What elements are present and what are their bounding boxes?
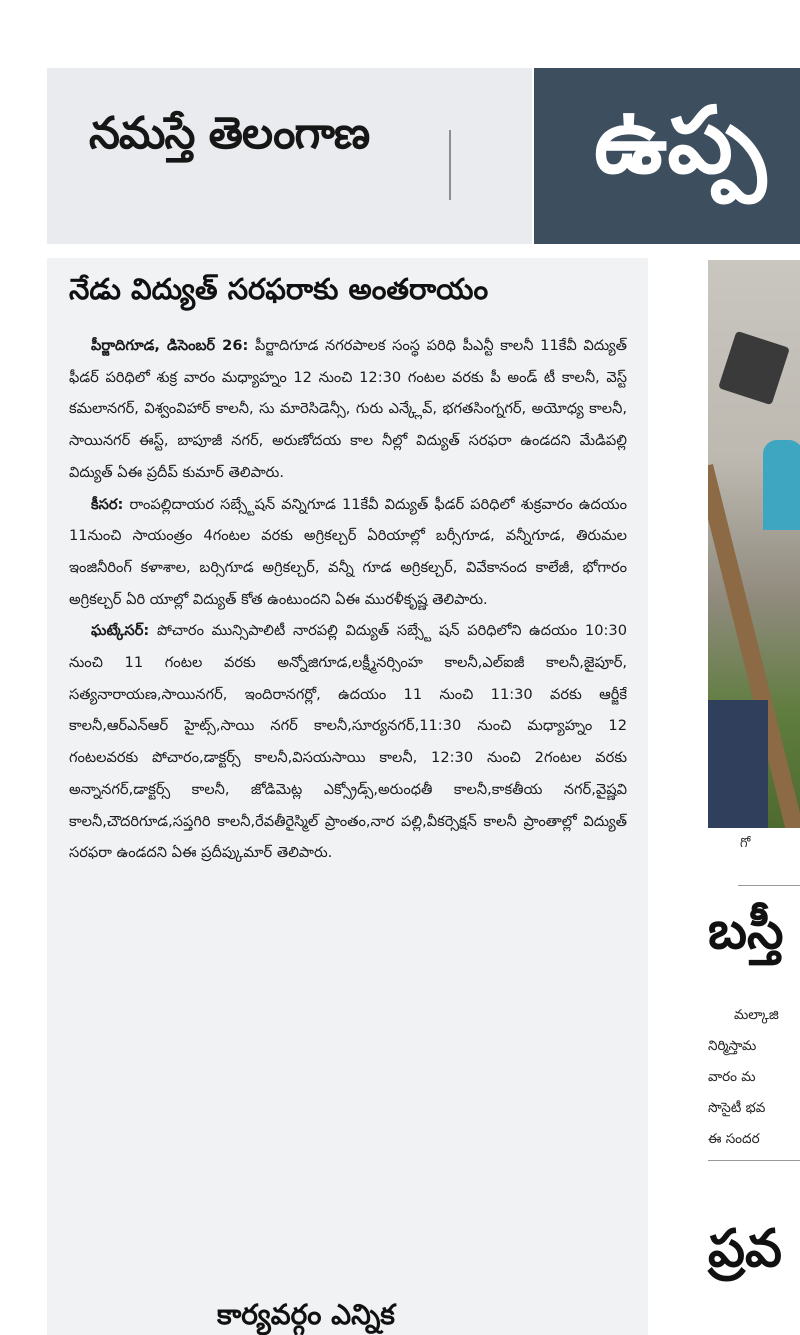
sidebar-headline: ప్రవ — [708, 1218, 782, 1279]
next-article-headline: కార్యవర్గం ఎన్నిక — [217, 1298, 395, 1331]
section-title: ఉప్ప — [594, 86, 767, 194]
paragraph-text: పోచారం మున్సిపాలిటీ నారపల్లి విద్యుత్ సబ్స్టే షన్ పరిధిలోని ఉదయం 10:30 నుంచి 11 గంటల వరకు అన్నోజిగూడ,లక్ష్మీనర్సింహ కాలనీ,ఎల్ఐజీ కాలనీ,జైపూర్, సత్యనారాయణ,సాయినగర్, ఇందిరానగర్లో, ఉదయం 11 నుంచి 11:30 వరకు ఆర్జీకే కాలనీ,ఆర్ఎన్ఆర్ హైట్స్,సాయి నగర్ కాలనీ,సూర్యనగర్,11:30 నుంచి మధ్యాహ్నం 12 గంటలవరకు పోచారం,డాక్టర్స్ కాలనీ,విసయసాయి కాలనీ, 12:30 నుంచి 2గంటల వరకు అన్నానగర్,డాక్టర్స్ కాలనీ, జోడిమెట్ల ఎక్స్రోడ్స్,అరుంధతీ కాలనీ,కాకతీయ నగర్,వైష్ణవి కాలనీ,చౌదరిగూడ,సప్తగిరి కాలనీ,రేవతీరైస్మిల్ ప్రాంతం,నార పల్లి,వీకర్సెక్షన్ కాలనీ ప్రాంతాల్లో విద్యుత్ సరఫరా ఉండదని ఏఈ ప్రదీప్కుమార్ తెలిపారు. — [69, 622, 627, 862]
dateline: కీసర: — [91, 495, 124, 513]
photo-person-shape — [763, 440, 800, 530]
paragraph-text: రాంపల్లిదాయర సబ్స్టేషన్ వన్నిగూడ 11కేవీ విద్యుత్ ఫీడర్ పరిధిలో శుక్రవారం ఉదయం 11నుంచి సాయంత్రం 4గంటల వరకు అగ్రికల్చర్ ఏరియాల్లో బర్సీగూడ, వన్నీగూడ, తిరుమల ఇంజినీరింగ్ కళాశాల, బర్సిగూడ అగ్రికల్చర్, వన్నీ గూడ అగ్రికల్చర్, వివేకానంద కాలేజీ, భోగారం అగ్రికల్చర్ ఏరి యాల్లో విద్యుత్ కోత ఉంటుందని ఏఈ మురళీకృష్ణ తెలిపారు. — [69, 495, 627, 608]
photo-caption: గో — [740, 836, 751, 851]
paragraph-text: పీర్జాదిగూడ నగరపాలక సంస్థ పరిధి పీఎన్టీ కాలనీ 11కేవీ విద్యుత్ ఫీడర్ పరిధిలో శుక్ర వారం మధ్యాహ్నం 12 నుంచి 12:30 గంటల వరకు పీ అండ్ టీ కాలనీ, వెస్ట్ కమలానగర్, విశ్వంవిహార్ కాలనీ, సు మారెసిడెన్సీ, గురు ఎన్క్లేవ్, భగతసింగ్నగర్, అయోధ్య కాలనీ, సాయినగర్ ఈస్ట్, బాపూజీ నగర్, అరుణోదయ కాల నీల్లో విద్యుత్ సరఫరా ఉండదని మేడిపల్లి విద్యుత్ ఏఈ ప్రదీప్ కుమార్ తెలిపారు. — [69, 337, 627, 481]
news-article — [47, 258, 648, 1335]
sidebar-text-line: సొసైటీ భవ — [708, 1100, 766, 1116]
newspaper-name: నమస్తే తెలంగాణ — [89, 108, 370, 159]
sidebar-headline: బస్తీ — [708, 900, 784, 961]
photo-jeans-shape — [708, 700, 768, 828]
masthead-section-panel — [534, 68, 800, 244]
article-headline: నేడు విద్యుత్ సరఫరాకు అంతరాయం — [69, 272, 489, 306]
column-divider — [738, 885, 800, 886]
article-body — [69, 330, 627, 869]
article-paragraph — [69, 330, 627, 489]
sidebar-text-line: వారం మ — [708, 1069, 756, 1085]
dateline: పీర్జాదిగూడ, డిసెంబర్ 26: — [91, 337, 249, 354]
news-photo — [708, 260, 800, 828]
article-paragraph — [69, 489, 627, 616]
masthead-brand-panel — [47, 68, 532, 244]
sidebar-text-line: మల్కాజి — [734, 1007, 779, 1023]
dateline: ఘట్కేసర్: — [91, 622, 150, 640]
sidebar-text-line: ఈ సందర — [708, 1131, 760, 1147]
sidebar-article-text — [708, 1000, 800, 1155]
photo-phone-shape — [718, 331, 790, 405]
column-divider — [708, 1160, 800, 1161]
article-paragraph — [69, 615, 627, 869]
sidebar-text-line: నిర్మిస్తామ — [708, 1038, 757, 1054]
masthead-divider — [449, 130, 451, 200]
